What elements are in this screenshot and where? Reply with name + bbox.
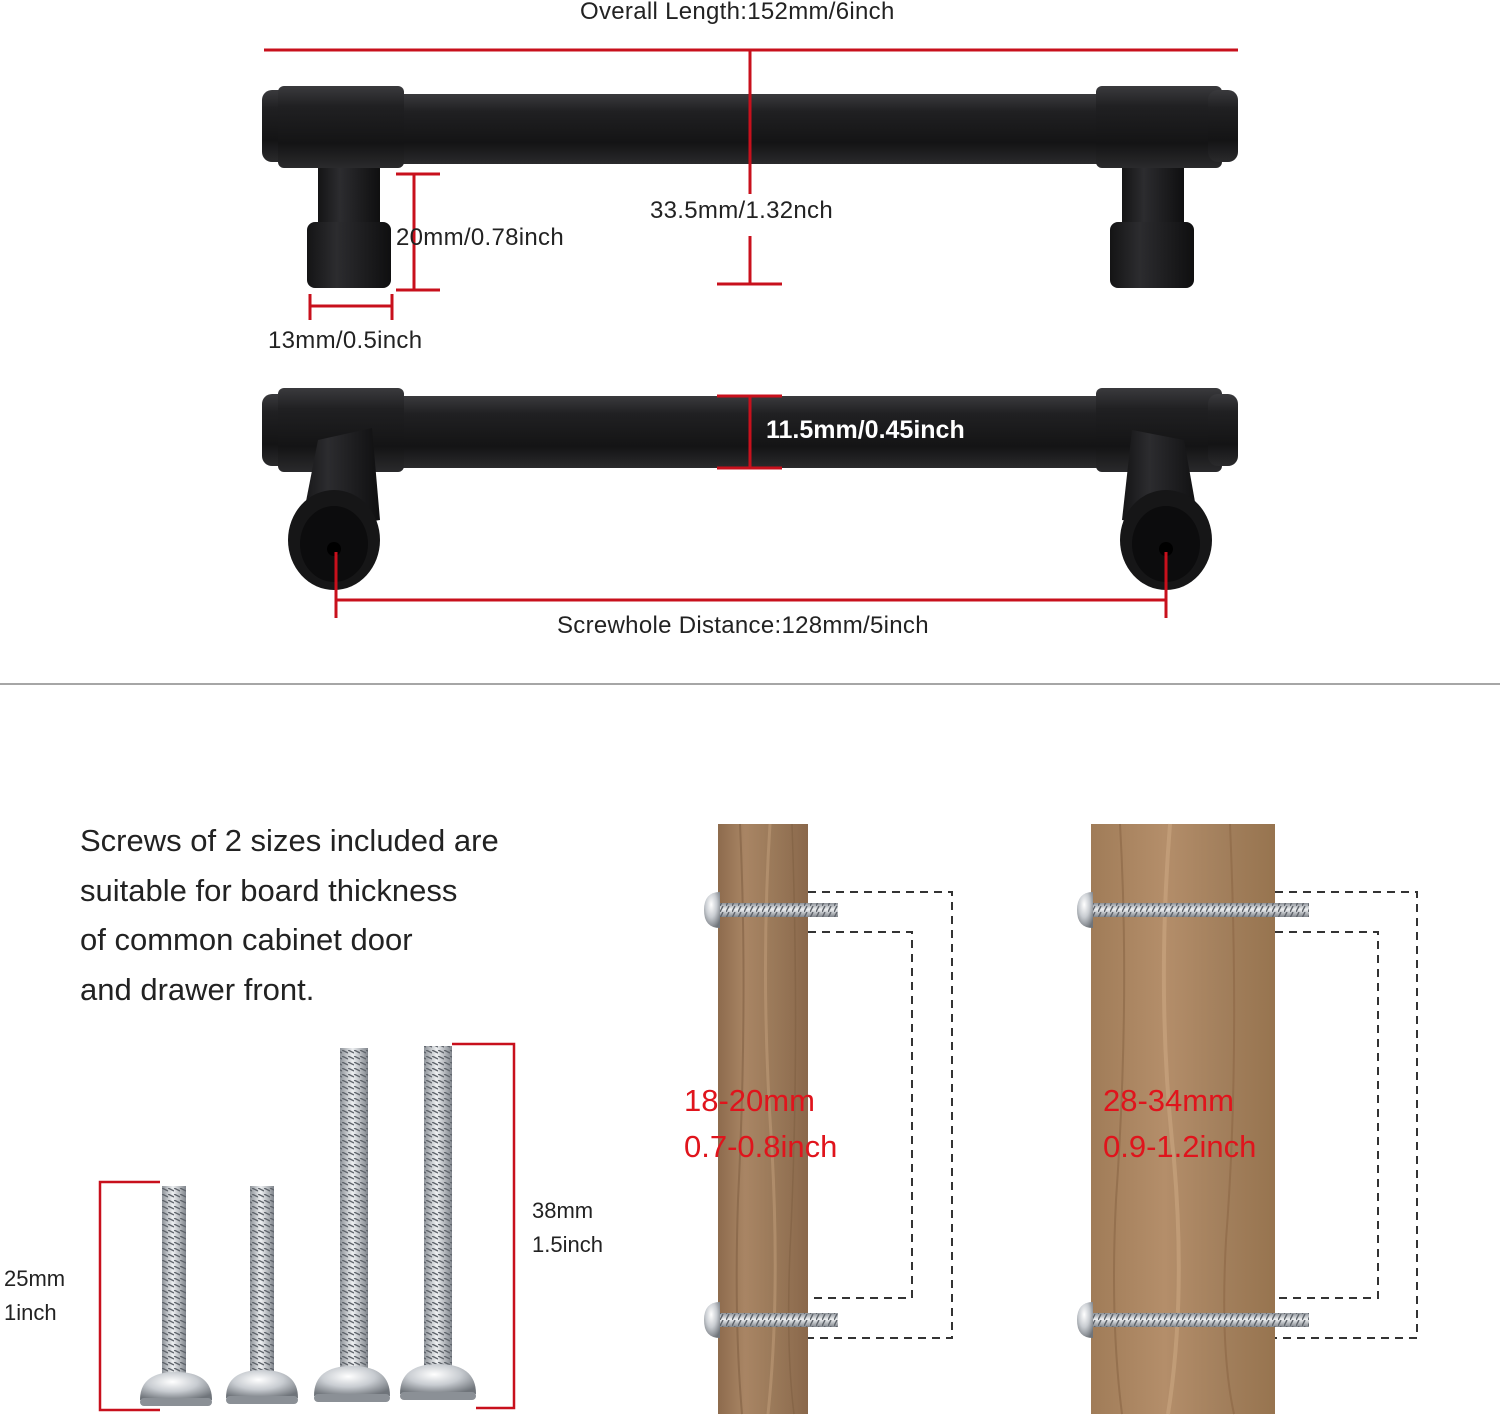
thick-board-inch: 0.9-1.2inch <box>1103 1129 1257 1164</box>
short-screw-bracket <box>100 1182 160 1410</box>
projection-label: 33.5mm/1.32nch <box>650 197 833 224</box>
left-collar <box>278 86 404 168</box>
bar-diameter-label: 11.5mm/0.45inch <box>766 416 965 444</box>
thin-board-size <box>684 1078 837 1170</box>
short-screw-2 <box>226 1186 298 1404</box>
short-screw-mm: 25mm <box>4 1266 66 1291</box>
description-line-4: and drawer front. <box>80 971 315 1007</box>
description-line-2: suitable for board thickness <box>80 872 458 908</box>
long-screw-bracket <box>452 1044 514 1408</box>
long-screw-size <box>532 1194 603 1262</box>
long-screw-inch: 1.5inch <box>532 1232 603 1257</box>
post-width-label: 13mm/0.5inch <box>268 327 423 354</box>
description-line-3: of common cabinet door <box>80 922 413 957</box>
right-end-cap-lower <box>1208 394 1238 466</box>
short-screw-size <box>4 1262 65 1330</box>
long-screw-mm: 38mm <box>532 1198 594 1223</box>
screw-description <box>80 816 640 1014</box>
right-collar <box>1096 86 1222 168</box>
short-screw-inch: 1inch <box>4 1300 57 1325</box>
screwhole-distance-label: Screwhole Distance:128mm/5inch <box>557 612 929 639</box>
overall-length-label: Overall Length:152mm/6inch <box>580 0 895 25</box>
post-height-label: 20mm/0.78inch <box>396 224 564 251</box>
right-post-base <box>1110 222 1194 288</box>
right-end-cap <box>1208 90 1238 162</box>
thick-board-mm: 28-34mm <box>1103 1083 1234 1118</box>
left-screw-hole <box>327 542 341 556</box>
thin-board-inch: 0.7-0.8inch <box>684 1129 838 1164</box>
thick-board-size <box>1103 1078 1256 1170</box>
screw-set <box>100 1044 514 1410</box>
left-post-base <box>307 222 391 288</box>
long-screw-2 <box>400 1046 476 1400</box>
description-line-1: Screws of 2 sizes included are <box>80 823 499 858</box>
thin-board-mm: 18-20mm <box>684 1083 815 1118</box>
long-screw-1 <box>314 1048 390 1402</box>
short-screw-1 <box>140 1186 212 1406</box>
